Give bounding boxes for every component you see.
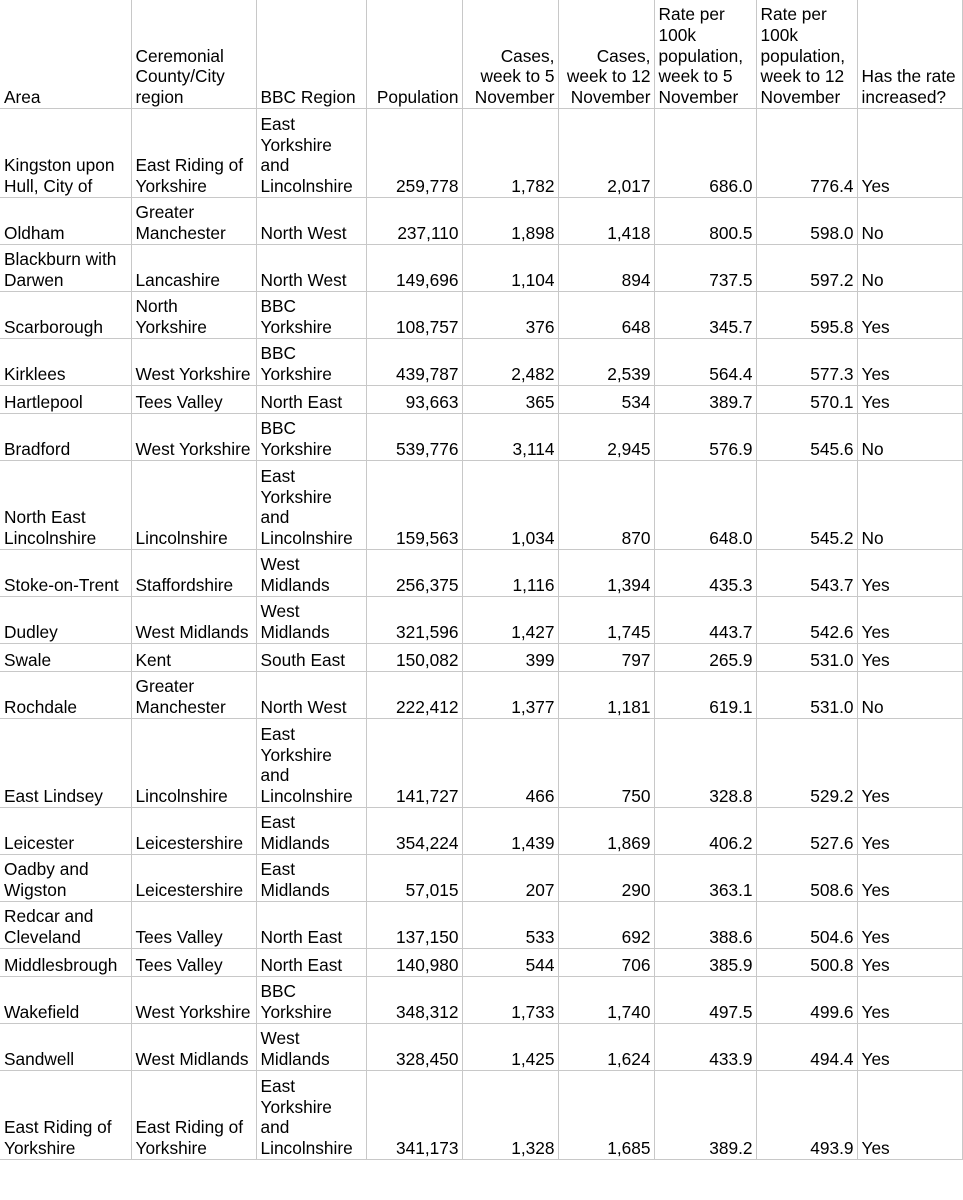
cell-rate-week-12-nov: 504.6 [756,902,857,949]
cell-population: 259,778 [366,109,462,198]
table-row [0,1071,962,1160]
cell-cases-week-5-nov: 365 [462,386,558,414]
cell-rate-week-5-nov: 406.2 [654,808,756,855]
cell-rate-increased: Yes [857,719,962,808]
table-row [0,1024,962,1071]
cell-rate-week-12-nov: 595.8 [756,292,857,339]
cell-population: 222,412 [366,672,462,719]
cell-rate-week-12-nov: 545.2 [756,461,857,550]
cell-county: North Yorkshire [131,292,256,339]
cell-rate-week-12-nov: 500.8 [756,949,857,977]
cell-bbc-region: North West [256,672,366,719]
cell-county: Staffordshire [131,550,256,597]
cell-population: 439,787 [366,339,462,386]
cell-area: Swale [0,644,131,672]
header-cases-week-12-nov: Cases, week to 12 November [558,0,654,109]
cell-rate-increased: Yes [857,597,962,644]
cell-cases-week-12-nov: 1,418 [558,198,654,245]
table-row [0,855,962,902]
cell-rate-increased: Yes [857,855,962,902]
cell-area: East Riding of Yorkshire [0,1071,131,1160]
cell-population: 321,596 [366,597,462,644]
cell-rate-week-12-nov: 598.0 [756,198,857,245]
cell-cases-week-12-nov: 2,539 [558,339,654,386]
header-cases-week-5-nov: Cases, week to 5 November [462,0,558,109]
cell-rate-week-12-nov: 543.7 [756,550,857,597]
cell-rate-week-5-nov: 686.0 [654,109,756,198]
cell-population: 354,224 [366,808,462,855]
cell-bbc-region: West Midlands [256,550,366,597]
cell-rate-week-5-nov: 564.4 [654,339,756,386]
cell-county: Tees Valley [131,386,256,414]
cell-cases-week-12-nov: 1,685 [558,1071,654,1160]
cell-bbc-region: East Yorkshire and Lincolnshire [256,461,366,550]
header-population: Population [366,0,462,109]
cell-county: West Yorkshire [131,977,256,1024]
cell-county: West Yorkshire [131,339,256,386]
cell-population: 141,727 [366,719,462,808]
cell-county: West Midlands [131,597,256,644]
cell-bbc-region: North East [256,386,366,414]
cell-bbc-region: South East [256,644,366,672]
cell-population: 341,173 [366,1071,462,1160]
cell-population: 539,776 [366,414,462,461]
cell-cases-week-12-nov: 290 [558,855,654,902]
cell-rate-week-5-nov: 328.8 [654,719,756,808]
cell-bbc-region: East Yorkshire and Lincolnshire [256,1071,366,1160]
cell-cases-week-5-nov: 1,898 [462,198,558,245]
header-rate-week-5-nov: Rate per 100k population, week to 5 November [654,0,756,109]
cell-county: Tees Valley [131,949,256,977]
cell-area: Dudley [0,597,131,644]
cell-bbc-region: East Yorkshire and Lincolnshire [256,719,366,808]
cell-bbc-region: BBC Yorkshire [256,292,366,339]
cell-area: Redcar and Cleveland [0,902,131,949]
table-row [0,949,962,977]
cell-cases-week-5-nov: 376 [462,292,558,339]
cell-rate-increased: No [857,672,962,719]
cell-rate-increased: Yes [857,109,962,198]
cell-rate-week-5-nov: 443.7 [654,597,756,644]
cell-cases-week-12-nov: 1,394 [558,550,654,597]
table-row [0,414,962,461]
cell-cases-week-12-nov: 648 [558,292,654,339]
table-body [0,109,962,1160]
cell-population: 159,563 [366,461,462,550]
table-row [0,644,962,672]
cell-rate-increased: Yes [857,644,962,672]
cell-rate-week-5-nov: 389.2 [654,1071,756,1160]
table-row [0,719,962,808]
cell-population: 93,663 [366,386,462,414]
cell-population: 57,015 [366,855,462,902]
table-row [0,461,962,550]
cell-area: Stoke-on-Trent [0,550,131,597]
cell-rate-increased: Yes [857,339,962,386]
cell-cases-week-5-nov: 1,104 [462,245,558,292]
cell-rate-week-12-nov: 499.6 [756,977,857,1024]
cell-rate-increased: No [857,198,962,245]
cell-area: Sandwell [0,1024,131,1071]
cell-rate-week-12-nov: 570.1 [756,386,857,414]
cell-rate-week-5-nov: 737.5 [654,245,756,292]
table-row [0,902,962,949]
cell-cases-week-12-nov: 706 [558,949,654,977]
cell-cases-week-5-nov: 544 [462,949,558,977]
cell-population: 237,110 [366,198,462,245]
cell-rate-week-5-nov: 388.6 [654,902,756,949]
cell-county: Lincolnshire [131,461,256,550]
cell-cases-week-12-nov: 1,624 [558,1024,654,1071]
cell-county: Lincolnshire [131,719,256,808]
table-row [0,109,962,198]
cell-rate-week-12-nov: 577.3 [756,339,857,386]
cell-population: 140,980 [366,949,462,977]
cell-rate-increased: No [857,245,962,292]
cell-cases-week-5-nov: 533 [462,902,558,949]
cell-population: 328,450 [366,1024,462,1071]
cell-cases-week-5-nov: 399 [462,644,558,672]
cell-area: Scarborough [0,292,131,339]
header-county: Ceremonial County/City region [131,0,256,109]
cell-cases-week-5-nov: 1,782 [462,109,558,198]
cell-rate-increased: Yes [857,386,962,414]
cell-rate-week-5-nov: 433.9 [654,1024,756,1071]
cell-cases-week-5-nov: 3,114 [462,414,558,461]
cell-rate-increased: No [857,414,962,461]
cell-cases-week-12-nov: 870 [558,461,654,550]
cell-rate-week-12-nov: 527.6 [756,808,857,855]
cell-rate-week-12-nov: 531.0 [756,672,857,719]
cell-rate-increased: Yes [857,949,962,977]
cell-area: Oadby and Wigston [0,855,131,902]
cell-area: Kingston upon Hull, City of [0,109,131,198]
table-row [0,339,962,386]
cell-cases-week-12-nov: 750 [558,719,654,808]
cell-rate-week-5-nov: 619.1 [654,672,756,719]
table-row [0,550,962,597]
header-bbc-region: BBC Region [256,0,366,109]
cell-area: East Lindsey [0,719,131,808]
cell-rate-increased: Yes [857,550,962,597]
cell-area: Hartlepool [0,386,131,414]
table-row [0,808,962,855]
cell-county: East Riding of Yorkshire [131,109,256,198]
cell-county: East Riding of Yorkshire [131,1071,256,1160]
cell-rate-week-12-nov: 545.6 [756,414,857,461]
cell-rate-increased: Yes [857,292,962,339]
cell-cases-week-12-nov: 1,740 [558,977,654,1024]
cell-county: Kent [131,644,256,672]
cell-cases-week-5-nov: 1,116 [462,550,558,597]
header-row [0,0,962,109]
cell-cases-week-12-nov: 1,181 [558,672,654,719]
cell-county: Leicestershire [131,808,256,855]
cell-rate-week-5-nov: 345.7 [654,292,756,339]
cell-cases-week-5-nov: 207 [462,855,558,902]
cell-rate-increased: No [857,461,962,550]
table-row [0,597,962,644]
cell-county: Leicestershire [131,855,256,902]
cell-county: Lancashire [131,245,256,292]
cell-rate-week-12-nov: 529.2 [756,719,857,808]
cell-area: Leicester [0,808,131,855]
cell-cases-week-12-nov: 2,945 [558,414,654,461]
cell-bbc-region: BBC Yorkshire [256,977,366,1024]
cell-bbc-region: East Midlands [256,808,366,855]
cell-rate-week-5-nov: 648.0 [654,461,756,550]
cell-population: 149,696 [366,245,462,292]
cell-rate-increased: Yes [857,808,962,855]
cell-rate-week-5-nov: 385.9 [654,949,756,977]
cell-bbc-region: North East [256,902,366,949]
cell-bbc-region: North West [256,245,366,292]
cell-cases-week-5-nov: 1,328 [462,1071,558,1160]
cell-rate-increased: Yes [857,1024,962,1071]
cell-rate-increased: Yes [857,902,962,949]
cell-county: Tees Valley [131,902,256,949]
cell-rate-week-5-nov: 363.1 [654,855,756,902]
cell-bbc-region: North East [256,949,366,977]
cell-bbc-region: East Midlands [256,855,366,902]
cell-bbc-region: North West [256,198,366,245]
cell-cases-week-12-nov: 692 [558,902,654,949]
cell-cases-week-5-nov: 466 [462,719,558,808]
cell-area: Oldham [0,198,131,245]
cell-area: Middlesbrough [0,949,131,977]
cell-cases-week-12-nov: 894 [558,245,654,292]
header-rate-increased: Has the rate increased? [857,0,962,109]
cell-bbc-region: BBC Yorkshire [256,414,366,461]
cell-rate-week-12-nov: 508.6 [756,855,857,902]
cell-cases-week-5-nov: 1,034 [462,461,558,550]
cell-area: Bradford [0,414,131,461]
cell-cases-week-5-nov: 2,482 [462,339,558,386]
table-row [0,672,962,719]
cell-rate-week-5-nov: 497.5 [654,977,756,1024]
cell-rate-increased: Yes [857,1071,962,1160]
header-rate-week-12-nov: Rate per 100k population, week to 12 November [756,0,857,109]
cell-area: Wakefield [0,977,131,1024]
table-row [0,198,962,245]
cell-cases-week-5-nov: 1,439 [462,808,558,855]
header-area: Area [0,0,131,109]
cell-rate-week-12-nov: 542.6 [756,597,857,644]
cell-bbc-region: West Midlands [256,597,366,644]
cell-bbc-region: BBC Yorkshire [256,339,366,386]
cell-cases-week-5-nov: 1,425 [462,1024,558,1071]
cell-rate-week-5-nov: 389.7 [654,386,756,414]
cell-rate-week-5-nov: 435.3 [654,550,756,597]
cell-county: West Midlands [131,1024,256,1071]
cell-rate-increased: Yes [857,977,962,1024]
cell-county: Greater Manchester [131,672,256,719]
cell-bbc-region: West Midlands [256,1024,366,1071]
cell-area: North East Lincolnshire [0,461,131,550]
cell-population: 348,312 [366,977,462,1024]
cell-cases-week-5-nov: 1,733 [462,977,558,1024]
cell-rate-week-12-nov: 531.0 [756,644,857,672]
table-row [0,386,962,414]
cell-county: West Yorkshire [131,414,256,461]
table-row [0,292,962,339]
cell-population: 108,757 [366,292,462,339]
cell-population: 150,082 [366,644,462,672]
cell-cases-week-12-nov: 1,745 [558,597,654,644]
cell-rate-week-12-nov: 776.4 [756,109,857,198]
cell-population: 256,375 [366,550,462,597]
table-row [0,245,962,292]
cell-area: Rochdale [0,672,131,719]
cell-rate-week-12-nov: 494.4 [756,1024,857,1071]
cell-cases-week-12-nov: 2,017 [558,109,654,198]
cell-rate-week-12-nov: 597.2 [756,245,857,292]
cell-rate-week-5-nov: 800.5 [654,198,756,245]
cell-population: 137,150 [366,902,462,949]
cell-bbc-region: East Yorkshire and Lincolnshire [256,109,366,198]
cell-area: Blackburn with Darwen [0,245,131,292]
cell-cases-week-12-nov: 534 [558,386,654,414]
cell-county: Greater Manchester [131,198,256,245]
cell-rate-week-12-nov: 493.9 [756,1071,857,1160]
cell-cases-week-12-nov: 797 [558,644,654,672]
cell-cases-week-5-nov: 1,377 [462,672,558,719]
cell-rate-week-5-nov: 576.9 [654,414,756,461]
cell-area: Kirklees [0,339,131,386]
cell-cases-week-5-nov: 1,427 [462,597,558,644]
cell-rate-week-5-nov: 265.9 [654,644,756,672]
cell-cases-week-12-nov: 1,869 [558,808,654,855]
table-row [0,977,962,1024]
